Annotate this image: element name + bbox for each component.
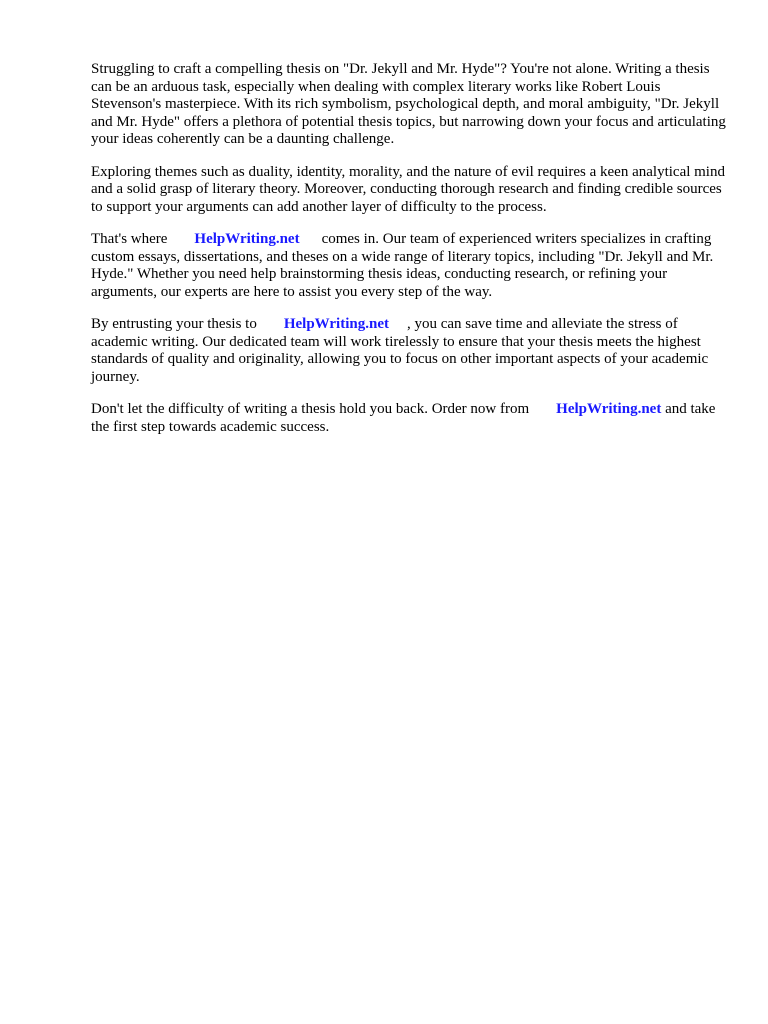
- paragraph-cta: [91, 401, 731, 436]
- paragraph-cta-lead: Don't let the difficulty of writing a thesis hold you back. Order now from: [91, 401, 530, 417]
- paragraph-intro: Struggling to craft a compelling thesis on "Dr. Jekyll and Mr. Hyde"? You're not alone. Writing a thesis can be an arduous task, especially when dealing with complex literary works like Robert Louis Stevenson's masterpiece. With its rich symbolism, psychological depth, and moral ambiguity, "Dr. Jekyll and Mr. Hyde" offers a plethora of potential thesis topics, but narrowing down your focus and articulating your ideas coherently can be a daunting challenge.: [91, 61, 726, 147]
- paragraph-themes: Exploring themes such as duality, identity, morality, and the nature of evil requires a keen analytical mind and a solid grasp of literary theory. Moreover, conducting thorough research and finding credible sources to support your arguments can add another layer of difficulty to the process.: [91, 163, 725, 215]
- paragraph-service: [91, 231, 731, 301]
- helpwriting-link-3[interactable]: HelpWriting.net: [556, 401, 662, 417]
- paragraph-entrust-lead: By entrusting your thesis to: [91, 316, 257, 332]
- paragraph-service-lead: That's where: [91, 231, 168, 247]
- helpwriting-link-1[interactable]: HelpWriting.net: [194, 231, 300, 247]
- paragraph-entrust: [91, 316, 731, 386]
- helpwriting-link-2[interactable]: HelpWriting.net: [283, 316, 389, 332]
- document-body: [91, 61, 731, 451]
- paragraph-entrust-rest: , you can save time and alleviate the stress of academic writing. Our dedicated team will work tirelessly to ensure that your thesis meets the highest standards of quality and originality, allowing you to focus on other important aspects of your academic journey.: [91, 316, 709, 385]
- paragraph-service-rest: comes in. Our team of experienced writers specializes in crafting custom essays, dissertations, and theses on a wide range of literary topics, including "Dr. Jekyll and Mr. Hyde." Whether you need help brainstorming thesis ideas, conducting research, or refining your arguments, our experts are here to assist you every step of the way.: [91, 231, 714, 300]
- paragraph-cta-rest: and take the first step towards academic success.: [91, 401, 716, 435]
